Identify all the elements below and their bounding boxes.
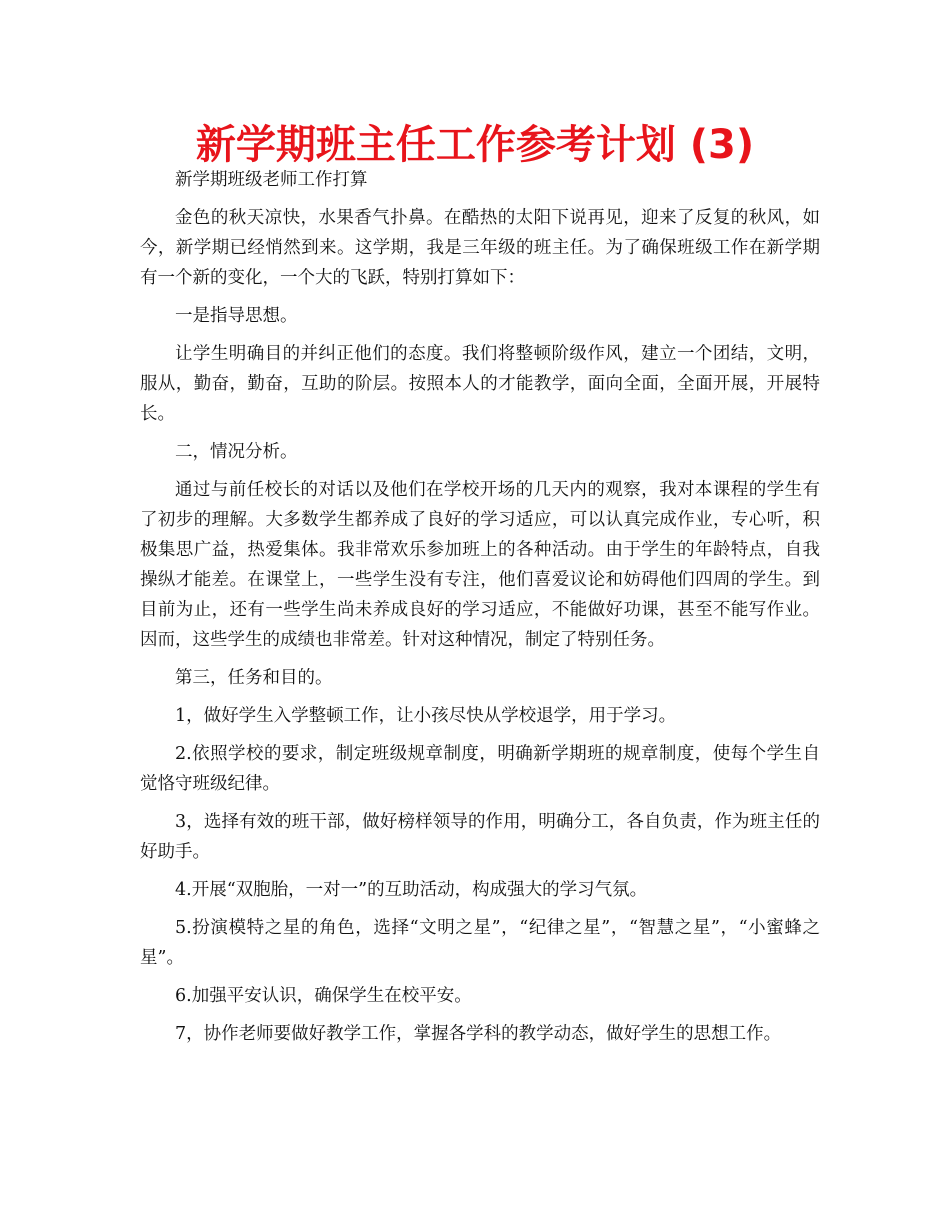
paragraph: 让学生明确目的并纠正他们的态度。我们将整顿阶级作风，建立一个团结，文明，服从，勤奋，勤奋，互助的阶层。按照本人的才能教学，面向全面，全面开展，开展特长。 xyxy=(140,344,820,424)
paragraph: 1，做好学生入学整顿工作，让小孩尽快从学校退学，用于学习。 xyxy=(175,706,677,726)
paragraph: 二，情况分析。 xyxy=(175,442,298,462)
paragraph: 金色的秋天凉快，水果香气扑鼻。在酷热的太阳下说再见，迎来了反复的秋风，如今，新学期已经悄然到来。这学期，我是三年级的班主任。为了确保班级工作在新学期有一个新的变化，一个大的飞跃，特别打算如下： xyxy=(140,208,820,288)
paragraph: 6.加强平安认识，确保学生在校平安。 xyxy=(175,986,472,1006)
document-title: 新学期班主任工作参考计划 (3) xyxy=(195,122,755,168)
document-body xyxy=(140,165,820,1057)
paragraph: 通过与前任校长的对话以及他们在学校开场的几天内的观察，我对本课程的学生有了初步的理解。大多数学生都养成了良好的学习适应，可以认真完成作业，专心听，积极集思广益，热爱集体。我非常欢乐参加班上的各种活动。由于学生的年龄特点，自我操纵才能差。在课堂上，一些学生没有专注，他们喜爱议论和妨碍他们四周的学生。到目前为止，还有一些学生尚未养成良好的学习适应，不能做好功课，甚至不能写作业。因而，这些学生的成绩也非常差。针对这种情况，制定了特别任务。 xyxy=(140,480,820,650)
paragraph: 2.依照学校的要求，制定班级规章制度，明确新学期班的规章制度，使每个学生自觉恪守班级纪律。 xyxy=(140,744,820,794)
paragraph: 4.开展“双胞胎，一对一”的互助活动，构成强大的学习气氛。 xyxy=(175,880,648,900)
paragraph: 第三，任务和目的。 xyxy=(175,668,333,688)
paragraph: 新学期班级老师工作打算 xyxy=(175,170,368,190)
paragraph: 一是指导思想。 xyxy=(175,306,298,326)
paragraph: 3，选择有效的班干部，做好榜样领导的作用，明确分工，各自负责，作为班主任的好助手。 xyxy=(140,812,820,862)
paragraph: 5.扮演模特之星的角色，选择“文明之星”，“纪律之星”，“智慧之星”，“小蜜蜂之星”。 xyxy=(140,918,820,968)
paragraph: 7，协作老师要做好教学工作，掌握各学科的教学动态，做好学生的思想工作。 xyxy=(175,1024,782,1044)
